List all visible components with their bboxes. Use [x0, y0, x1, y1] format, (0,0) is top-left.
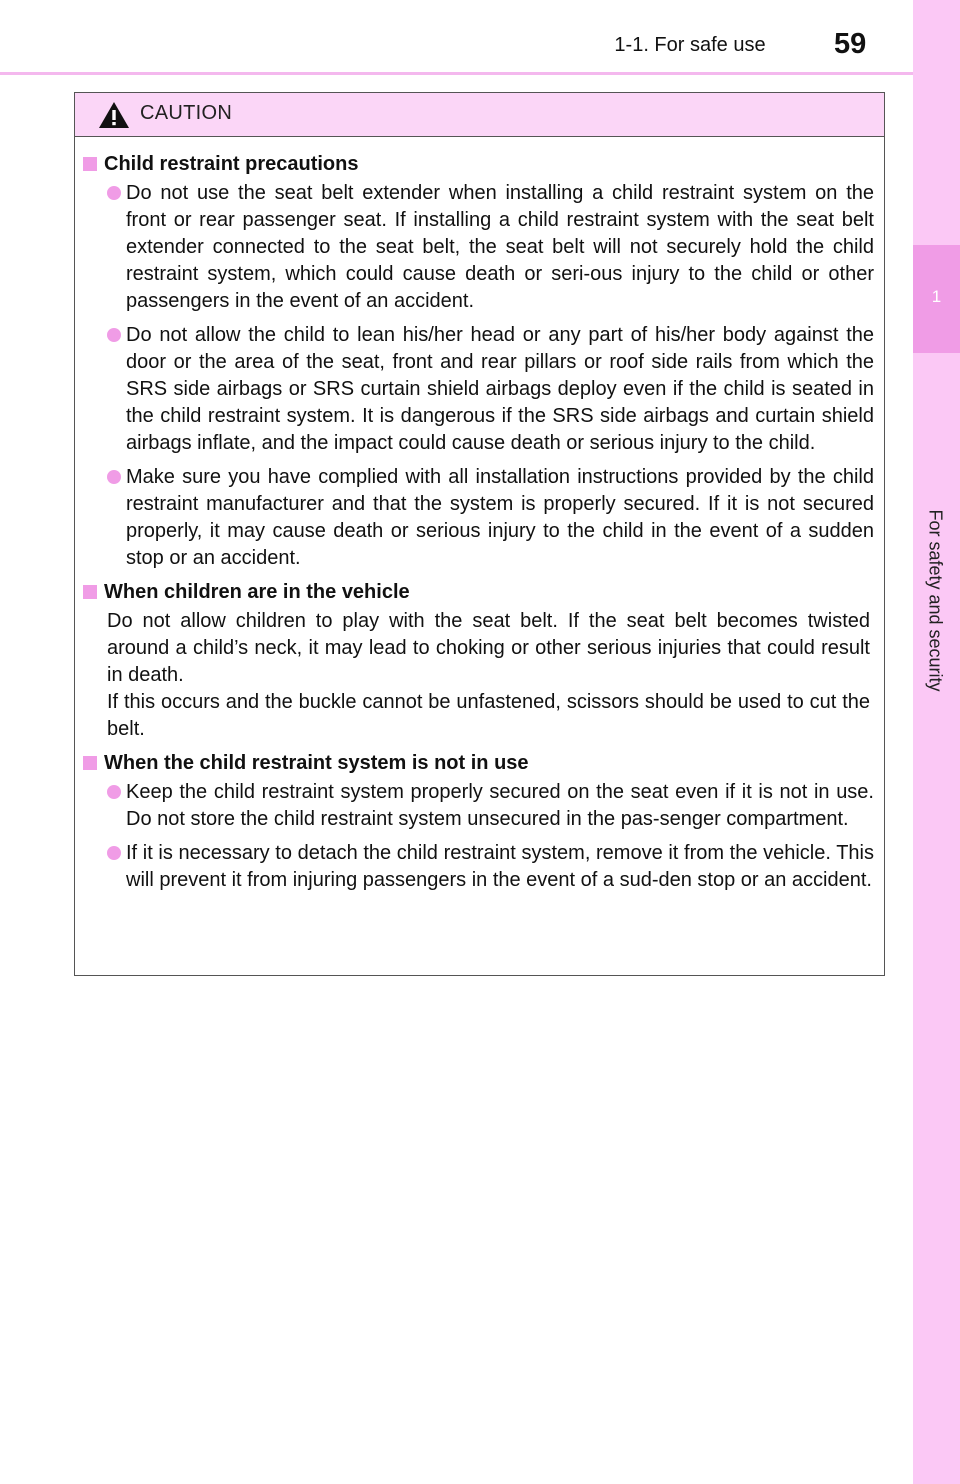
bullet-circle-icon	[107, 846, 121, 860]
bullet-circle-icon	[107, 328, 121, 342]
section-heading-text: Child restraint precautions	[104, 153, 359, 175]
bullet-circle-icon	[107, 470, 121, 484]
list-item-text: Make sure you have complied with all installation instructions provided by the child restraint manufacturer and that the system is properly secured. If it is not secured properly, it may cause death or serious injury to the child in the event of a sudden stop or an accident.	[126, 466, 874, 569]
chapter-label-text: For safety and security	[925, 508, 946, 692]
header-section-title: 1-1. For safe use	[614, 34, 766, 56]
caution-title: CAUTION	[140, 102, 233, 124]
list-item-text: Do not use the seat belt extender when installing a child restraint system on the front or rear passenger seat. If installing a child restraint system with the seat belt extender connected to the seat belt, the seat belt will not securely hold the child restraint system, which could cause death or seri-ous injury to the child or other passengers in the event of an accident.	[126, 182, 874, 312]
paragraph: If this occurs and the buckle cannot be unfastened, scissors should be used to cut the belt.	[107, 691, 870, 740]
warning-triangle-icon	[97, 100, 131, 130]
section-heading	[83, 750, 874, 777]
square-marker-icon	[83, 585, 97, 599]
chapter-number: 1	[931, 287, 942, 306]
list-item	[107, 464, 874, 572]
section-restraint-not-in-use	[83, 750, 874, 894]
section-heading	[83, 579, 874, 606]
section-heading-text: When the child restraint system is not in use	[104, 752, 529, 774]
section-children-in-vehicle	[83, 579, 874, 743]
list-item	[107, 779, 874, 833]
bullet-circle-icon	[107, 186, 121, 200]
section-heading-text: When children are in the vehicle	[104, 581, 410, 603]
chapter-side-tab	[913, 0, 960, 1484]
list-item	[107, 322, 874, 457]
list-item-text: Keep the child restraint system properly secured on the seat even if it is not in use. Do not store the child restraint system unsecured in the pas-senger compartment.	[126, 781, 874, 830]
square-marker-icon	[83, 756, 97, 770]
caution-body	[75, 137, 884, 894]
list-item-text: Do not allow the child to lean his/her head or any part of his/her body against the door or the area of the seat, front and rear pillars or roof side rails from which the SRS side airbags or SRS curtain shield airbags deploy even if the child is seated in the child restraint system. It is dangerous if the SRS side airbags and curtain shield airbags inflate, and the impact could cause death or serious injury to the child.	[126, 324, 874, 454]
chapter-label	[920, 508, 950, 692]
caution-header	[75, 93, 884, 137]
bullet-circle-icon	[107, 785, 121, 799]
list-item	[107, 840, 874, 894]
header-rule	[0, 72, 913, 75]
square-marker-icon	[83, 157, 97, 171]
section-heading	[83, 151, 874, 178]
list-item-text: If it is necessary to detach the child restraint system, remove it from the vehicle. This will prevent it from injuring passengers in the event of a sud-den stop or an accident.	[126, 842, 874, 891]
list-item	[107, 180, 874, 315]
section-child-restraint-precautions	[83, 151, 874, 572]
page-number: 59	[834, 28, 867, 60]
caution-box	[74, 92, 885, 976]
paragraph: Do not allow children to play with the seat belt. If the seat belt becomes twisted around a child’s neck, it may lead to choking or other serious injuries that could result in death.	[107, 610, 870, 686]
